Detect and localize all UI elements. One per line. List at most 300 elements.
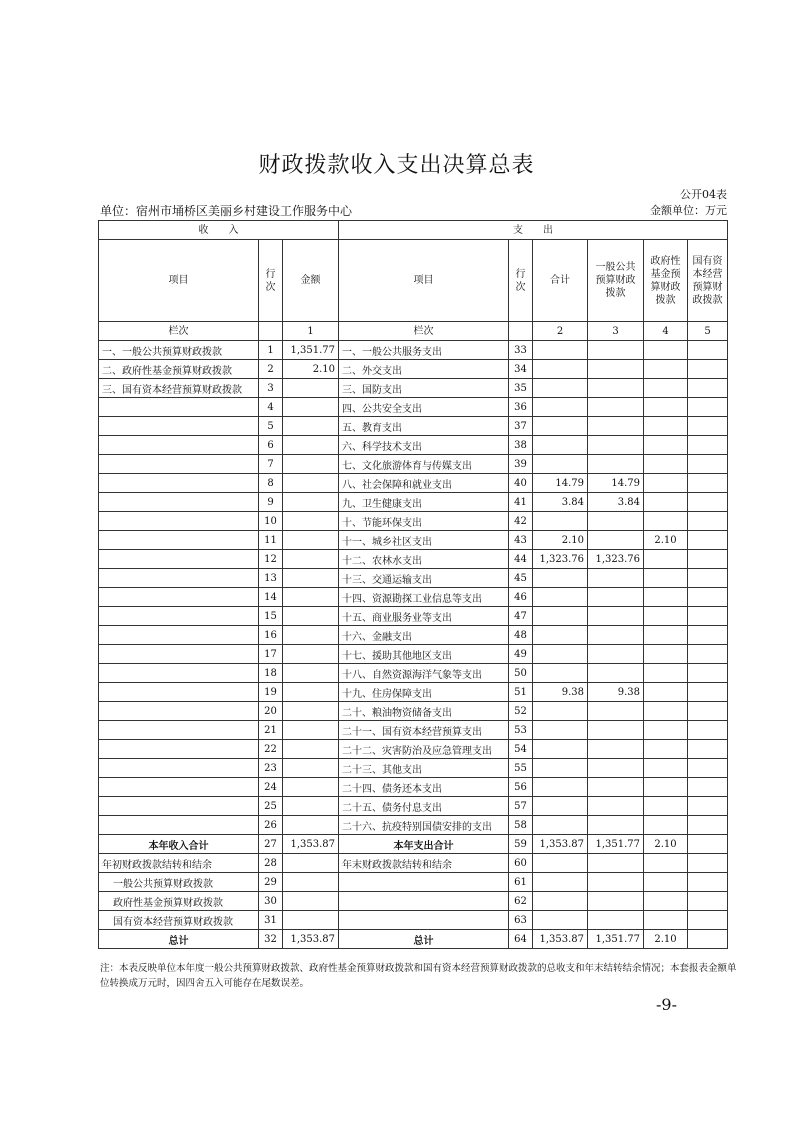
table-row	[99, 626, 728, 645]
income-amount	[283, 455, 339, 474]
income-line: 11	[259, 531, 283, 550]
expense-item: 年末财政拨款结转和结余	[339, 854, 509, 873]
expense-item: 十六、金融支出	[339, 626, 509, 645]
expense-item: 二十、粮油物资储备支出	[339, 702, 509, 721]
general-budget	[588, 607, 644, 626]
col-row-label: 栏次	[339, 322, 509, 341]
income-line: 10	[259, 512, 283, 531]
table-row	[99, 379, 728, 398]
expense-line: 38	[509, 436, 533, 455]
expense-line: 50	[509, 664, 533, 683]
expense-item: 四、公共安全支出	[339, 398, 509, 417]
total	[533, 360, 588, 379]
income-amount	[283, 778, 339, 797]
general-budget	[588, 892, 644, 911]
income-line: 22	[259, 740, 283, 759]
income-item	[99, 493, 259, 512]
table-row	[99, 816, 728, 835]
expense-line: 47	[509, 607, 533, 626]
state-capital	[688, 873, 728, 892]
income-item	[99, 531, 259, 550]
expense-line: 58	[509, 816, 533, 835]
total: 1,353.87	[533, 835, 588, 854]
total: 1,353.87	[533, 930, 588, 949]
table-row	[99, 664, 728, 683]
table-row	[99, 531, 728, 550]
gov-fund: 2.10	[644, 531, 688, 550]
income-line: 26	[259, 816, 283, 835]
gov-fund	[644, 360, 688, 379]
table-row	[99, 873, 728, 892]
income-item: 二、政府性基金预算财政拨款	[99, 360, 259, 379]
general-budget	[588, 778, 644, 797]
income-amount	[283, 911, 339, 930]
col-gov-fund: 政府性基金预算财政拨款	[644, 240, 688, 322]
total	[533, 740, 588, 759]
table-row	[99, 778, 728, 797]
table-row	[99, 645, 728, 664]
total: 14.79	[533, 474, 588, 493]
gov-fund	[644, 873, 688, 892]
income-item	[99, 797, 259, 816]
gov-fund	[644, 588, 688, 607]
gov-fund	[644, 702, 688, 721]
general-budget: 1,351.77	[588, 930, 644, 949]
income-line: 14	[259, 588, 283, 607]
income-amount	[283, 854, 339, 873]
expense-line: 33	[509, 341, 533, 360]
income-amount	[283, 493, 339, 512]
gov-fund	[644, 664, 688, 683]
empty-cell	[259, 322, 283, 341]
general-budget	[588, 531, 644, 550]
income-item: 国有资本经营预算财政拨款	[99, 911, 259, 930]
table-row	[99, 512, 728, 531]
expense-line: 53	[509, 721, 533, 740]
expense-line: 55	[509, 759, 533, 778]
state-capital	[688, 531, 728, 550]
total	[533, 417, 588, 436]
gov-fund	[644, 740, 688, 759]
general-budget	[588, 436, 644, 455]
income-amount	[283, 892, 339, 911]
income-amount: 1,353.87	[283, 930, 339, 949]
income-item	[99, 607, 259, 626]
total	[533, 398, 588, 417]
income-line: 29	[259, 873, 283, 892]
gov-fund	[644, 379, 688, 398]
income-line: 3	[259, 379, 283, 398]
income-item	[99, 721, 259, 740]
income-amount	[283, 797, 339, 816]
income-line: 21	[259, 721, 283, 740]
expense-item: 九、卫生健康支出	[339, 493, 509, 512]
gov-fund	[644, 607, 688, 626]
expense-item	[339, 892, 509, 911]
total	[533, 455, 588, 474]
expense-line: 40	[509, 474, 533, 493]
expense-line: 56	[509, 778, 533, 797]
expense-line: 36	[509, 398, 533, 417]
empty-cell	[509, 322, 533, 341]
state-capital	[688, 778, 728, 797]
page-title: 财政拨款收入支出决算总表	[258, 153, 535, 178]
expense-item: 二十六、抗疫特别国债安排的支出	[339, 816, 509, 835]
gov-fund	[644, 493, 688, 512]
income-line: 27	[259, 835, 283, 854]
expense-item: 五、教育支出	[339, 417, 509, 436]
state-capital	[688, 360, 728, 379]
expense-line: 59	[509, 835, 533, 854]
general-budget	[588, 398, 644, 417]
income-line: 5	[259, 417, 283, 436]
income-line: 24	[259, 778, 283, 797]
income-line: 13	[259, 569, 283, 588]
income-amount	[283, 816, 339, 835]
gov-fund	[644, 892, 688, 911]
income-item	[99, 664, 259, 683]
state-capital	[688, 740, 728, 759]
state-capital	[688, 664, 728, 683]
table-row	[99, 360, 728, 379]
income-line: 32	[259, 930, 283, 949]
general-budget	[588, 721, 644, 740]
income-item	[99, 588, 259, 607]
income-amount	[283, 721, 339, 740]
table-row	[99, 569, 728, 588]
income-amount: 1,351.77	[283, 341, 339, 360]
gov-fund	[644, 854, 688, 873]
gov-fund	[644, 569, 688, 588]
state-capital	[688, 550, 728, 569]
general-budget	[588, 702, 644, 721]
state-capital	[688, 436, 728, 455]
col-row-label: 栏次	[99, 322, 259, 341]
income-item	[99, 778, 259, 797]
income-amount: 2.10	[283, 360, 339, 379]
gov-fund	[644, 645, 688, 664]
total	[533, 759, 588, 778]
income-amount	[283, 683, 339, 702]
expense-item: 本年支出合计	[339, 835, 509, 854]
col-amount: 金额	[283, 240, 339, 322]
table-row	[99, 455, 728, 474]
state-capital	[688, 702, 728, 721]
income-line: 25	[259, 797, 283, 816]
gov-fund	[644, 550, 688, 569]
state-capital	[688, 721, 728, 740]
total	[533, 626, 588, 645]
money-unit: 金额单位：万元	[650, 204, 727, 217]
general-budget	[588, 569, 644, 588]
total	[533, 911, 588, 930]
income-item	[99, 398, 259, 417]
state-capital	[688, 759, 728, 778]
table-row	[99, 892, 728, 911]
state-capital	[688, 911, 728, 930]
state-capital	[688, 512, 728, 531]
general-budget	[588, 417, 644, 436]
expense-line: 44	[509, 550, 533, 569]
total	[533, 569, 588, 588]
general-budget	[588, 360, 644, 379]
income-header: 收 入	[99, 221, 339, 240]
total	[533, 797, 588, 816]
expense-item: 十三、交通运输支出	[339, 569, 509, 588]
expense-item: 八、社会保障和就业支出	[339, 474, 509, 493]
total: 1,323.76	[533, 550, 588, 569]
col-num: 4	[644, 322, 688, 341]
col-line: 行次	[259, 240, 283, 322]
expense-item: 十四、资源勘探工业信息等支出	[339, 588, 509, 607]
income-amount	[283, 759, 339, 778]
expense-item: 二十五、债务付息支出	[339, 797, 509, 816]
page-number: -9-	[656, 995, 677, 1014]
expense-item: 十七、援助其他地区支出	[339, 645, 509, 664]
expense-line: 39	[509, 455, 533, 474]
expense-line: 45	[509, 569, 533, 588]
table-row	[99, 436, 728, 455]
total: 9.38	[533, 683, 588, 702]
total	[533, 379, 588, 398]
income-line: 18	[259, 664, 283, 683]
expense-line: 57	[509, 797, 533, 816]
table-row	[99, 835, 728, 854]
total	[533, 854, 588, 873]
income-amount: 1,353.87	[283, 835, 339, 854]
general-budget	[588, 759, 644, 778]
col-num: 1	[283, 322, 339, 341]
expense-item	[339, 911, 509, 930]
income-amount	[283, 588, 339, 607]
state-capital	[688, 683, 728, 702]
table-row	[99, 702, 728, 721]
income-line: 20	[259, 702, 283, 721]
table-row	[99, 683, 728, 702]
expense-item: 七、文化旅游体育与传媒支出	[339, 455, 509, 474]
gov-fund	[644, 455, 688, 474]
general-budget: 3.84	[588, 493, 644, 512]
expense-item: 十五、商业服务业等支出	[339, 607, 509, 626]
expense-header: 支 出	[339, 221, 728, 240]
total: 3.84	[533, 493, 588, 512]
expense-item: 十九、住房保障支出	[339, 683, 509, 702]
gov-fund	[644, 816, 688, 835]
total	[533, 512, 588, 531]
table-row	[99, 550, 728, 569]
income-amount	[283, 512, 339, 531]
income-line: 9	[259, 493, 283, 512]
income-item: 三、国有资本经营预算财政拨款	[99, 379, 259, 398]
state-capital	[688, 569, 728, 588]
expense-item: 十、节能环保支出	[339, 512, 509, 531]
expense-line: 52	[509, 702, 533, 721]
income-amount	[283, 379, 339, 398]
income-item	[99, 816, 259, 835]
state-capital	[688, 417, 728, 436]
general-budget	[588, 854, 644, 873]
gov-fund	[644, 778, 688, 797]
total	[533, 607, 588, 626]
income-amount	[283, 417, 339, 436]
income-item	[99, 702, 259, 721]
income-amount	[283, 873, 339, 892]
table-row	[99, 930, 728, 949]
income-amount	[283, 607, 339, 626]
state-capital	[688, 607, 728, 626]
total	[533, 778, 588, 797]
income-amount	[283, 474, 339, 493]
col-line2: 行次	[509, 240, 533, 322]
col-num: 3	[588, 322, 644, 341]
gov-fund	[644, 474, 688, 493]
income-item: 一般公共预算财政拨款	[99, 873, 259, 892]
income-line: 7	[259, 455, 283, 474]
income-line: 19	[259, 683, 283, 702]
form-code: 公开04表	[680, 188, 727, 201]
gov-fund	[644, 626, 688, 645]
state-capital	[688, 341, 728, 360]
expense-line: 37	[509, 417, 533, 436]
income-line: 8	[259, 474, 283, 493]
income-amount	[283, 550, 339, 569]
expense-item: 二十一、国有资本经营预算支出	[339, 721, 509, 740]
total	[533, 645, 588, 664]
gov-fund	[644, 398, 688, 417]
state-capital	[688, 816, 728, 835]
general-budget	[588, 797, 644, 816]
income-amount	[283, 569, 339, 588]
expense-item: 十二、农林水支出	[339, 550, 509, 569]
income-item	[99, 455, 259, 474]
col-num: 2	[533, 322, 588, 341]
income-amount	[283, 740, 339, 759]
general-budget	[588, 664, 644, 683]
expense-item: 二、外交支出	[339, 360, 509, 379]
gov-fund	[644, 417, 688, 436]
income-line: 4	[259, 398, 283, 417]
gov-fund	[644, 512, 688, 531]
general-budget	[588, 588, 644, 607]
income-line: 28	[259, 854, 283, 873]
income-item	[99, 436, 259, 455]
general-budget: 1,323.76	[588, 550, 644, 569]
table-row	[99, 607, 728, 626]
state-capital	[688, 854, 728, 873]
total	[533, 702, 588, 721]
gov-fund	[644, 436, 688, 455]
income-amount	[283, 664, 339, 683]
gov-fund: 2.10	[644, 930, 688, 949]
total: 2.10	[533, 531, 588, 550]
expense-line: 41	[509, 493, 533, 512]
income-line: 6	[259, 436, 283, 455]
total	[533, 721, 588, 740]
state-capital	[688, 892, 728, 911]
income-item	[99, 474, 259, 493]
expense-line: 42	[509, 512, 533, 531]
expense-line: 34	[509, 360, 533, 379]
general-budget	[588, 873, 644, 892]
state-capital	[688, 930, 728, 949]
expense-item: 二十二、灾害防治及应急管理支出	[339, 740, 509, 759]
general-budget	[588, 379, 644, 398]
expense-item: 三、国防支出	[339, 379, 509, 398]
expense-line: 64	[509, 930, 533, 949]
income-item: 一、一般公共预算财政拨款	[99, 341, 259, 360]
expense-line: 54	[509, 740, 533, 759]
gov-fund	[644, 341, 688, 360]
col-general: 一般公共预算财政拨款	[588, 240, 644, 322]
expense-item: 一、一般公共服务支出	[339, 341, 509, 360]
state-capital	[688, 455, 728, 474]
income-line: 12	[259, 550, 283, 569]
total	[533, 664, 588, 683]
state-capital	[688, 797, 728, 816]
state-capital	[688, 398, 728, 417]
income-item	[99, 417, 259, 436]
income-line: 16	[259, 626, 283, 645]
state-capital	[688, 835, 728, 854]
col-item: 项目	[99, 240, 259, 322]
income-line: 23	[259, 759, 283, 778]
expense-line: 61	[509, 873, 533, 892]
col-item2: 项目	[339, 240, 509, 322]
income-amount	[283, 531, 339, 550]
table-row	[99, 398, 728, 417]
general-budget	[588, 911, 644, 930]
income-item	[99, 683, 259, 702]
income-item	[99, 569, 259, 588]
income-item: 总计	[99, 930, 259, 949]
state-capital	[688, 493, 728, 512]
state-capital	[688, 474, 728, 493]
income-item: 政府性基金预算财政拨款	[99, 892, 259, 911]
gov-fund	[644, 721, 688, 740]
general-budget	[588, 626, 644, 645]
col-total: 合计	[533, 240, 588, 322]
income-amount	[283, 398, 339, 417]
table-row	[99, 797, 728, 816]
expense-item	[339, 873, 509, 892]
total	[533, 892, 588, 911]
table-row	[99, 474, 728, 493]
income-item: 年初财政拨款结转和结余	[99, 854, 259, 873]
gov-fund	[644, 759, 688, 778]
finance-table	[98, 220, 728, 949]
table-row	[99, 854, 728, 873]
col-num: 5	[688, 322, 728, 341]
general-budget: 14.79	[588, 474, 644, 493]
income-amount	[283, 436, 339, 455]
state-capital	[688, 645, 728, 664]
expense-line: 35	[509, 379, 533, 398]
expense-line: 62	[509, 892, 533, 911]
table-row	[99, 740, 728, 759]
table-row	[99, 341, 728, 360]
gov-fund	[644, 683, 688, 702]
state-capital	[688, 626, 728, 645]
general-budget: 1,351.77	[588, 835, 644, 854]
state-capital	[688, 588, 728, 607]
expense-line: 60	[509, 854, 533, 873]
income-line: 30	[259, 892, 283, 911]
expense-line: 63	[509, 911, 533, 930]
income-item: 本年收入合计	[99, 835, 259, 854]
expense-line: 51	[509, 683, 533, 702]
expense-line: 49	[509, 645, 533, 664]
total	[533, 816, 588, 835]
